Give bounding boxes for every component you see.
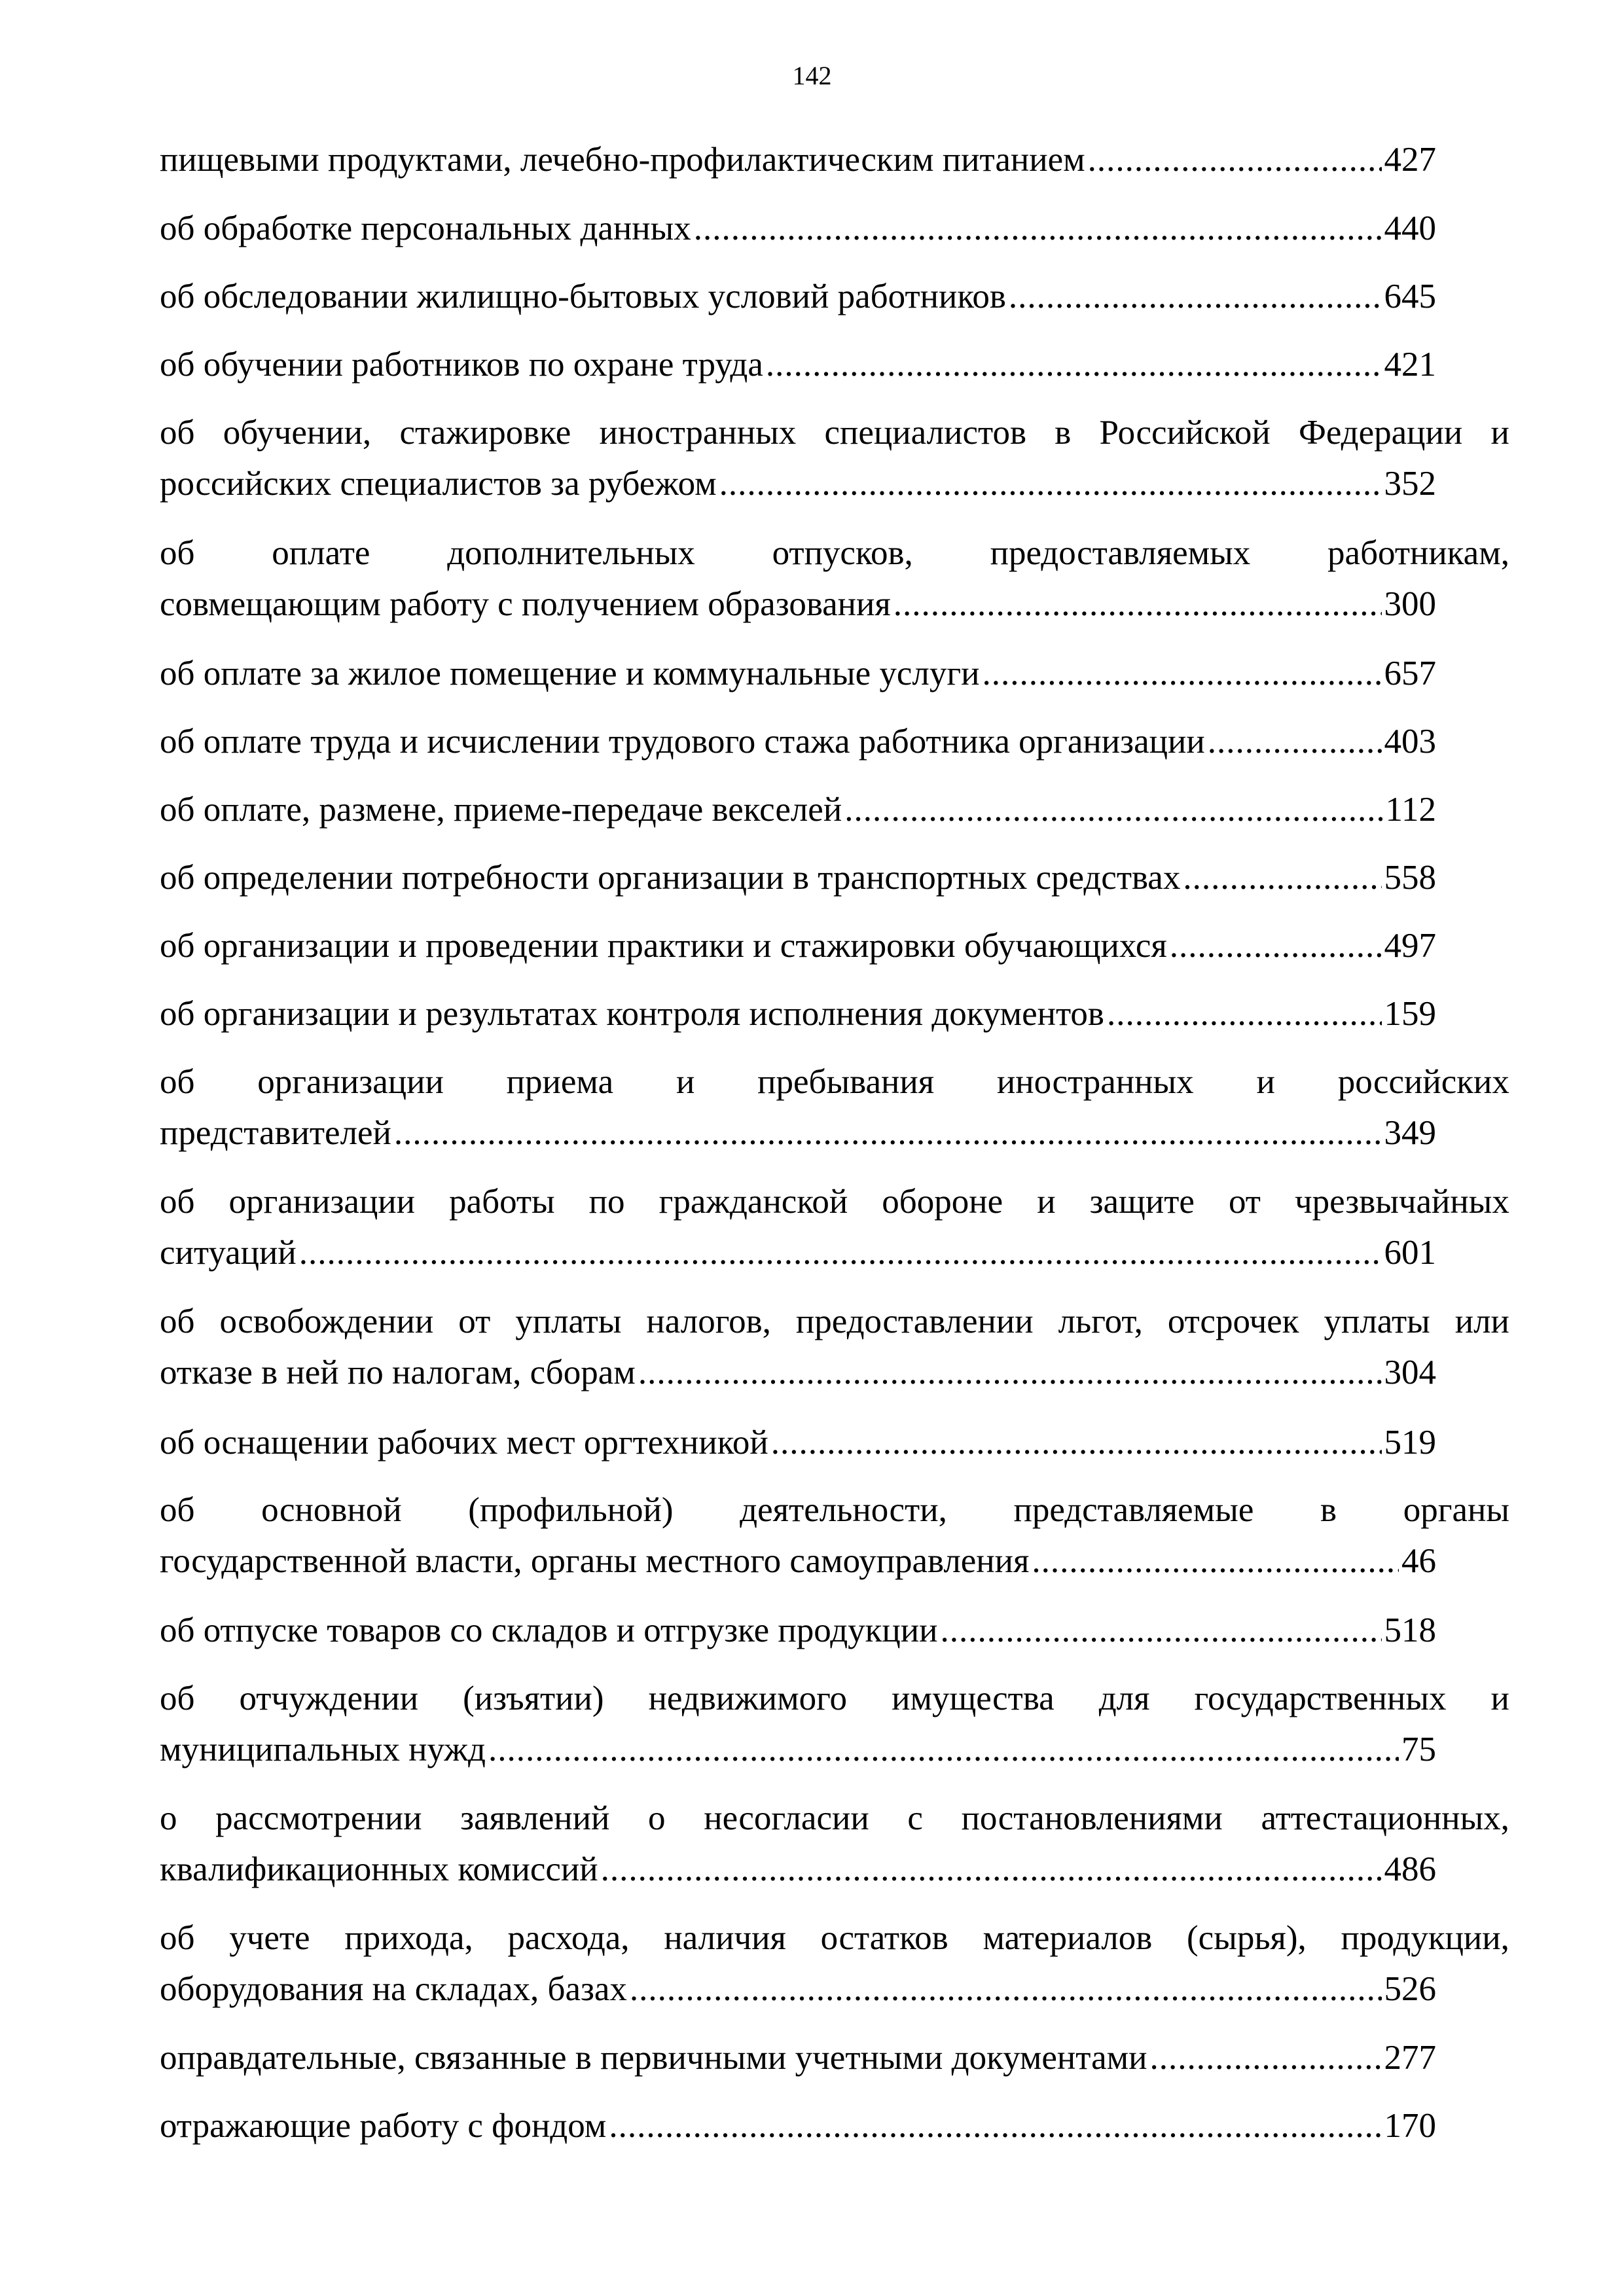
dot-leader (1032, 1535, 1399, 1587)
entry-first-line: об освобождении от уплаты налогов, предоставлении льгот, отсрочек уплаты или (160, 1302, 1509, 1340)
entry-text: муниципальных нужд (160, 1731, 486, 1768)
entry-page-ref: 657 (1384, 655, 1436, 692)
entry-first-line: об отчуждении (изъятии) недвижимого имущества для государственных и (160, 1679, 1509, 1717)
entry-text: отражающие работу с фондом (160, 2107, 607, 2145)
index-entry (160, 648, 1436, 699)
entry-text: пищевыми продуктами, лечебно-профилактическим питанием (160, 141, 1085, 179)
index-entry (160, 203, 1436, 254)
dot-leader (1170, 920, 1382, 971)
entry-page-ref: 558 (1384, 859, 1436, 897)
entry-page-ref: 403 (1384, 723, 1436, 761)
entry-page-ref: 277 (1384, 2039, 1436, 2077)
dot-leader (1107, 988, 1382, 1039)
entry-page-ref: 519 (1384, 1424, 1436, 1462)
entry-first-line: об организации работы по гражданской обороне и защите от чрезвычайных (160, 1183, 1509, 1221)
dot-leader (771, 1417, 1382, 1468)
entry-page-ref: 486 (1384, 1850, 1436, 1888)
entry-first-line: о рассмотрении заявлений о несогласии с постановлениями аттестационных, (160, 1799, 1509, 1837)
dot-leader (1009, 271, 1382, 322)
dot-leader (694, 203, 1382, 254)
index-entry (160, 339, 1436, 390)
entry-first-line: об оплате дополнительных отпусков, предоставляемых работникам, (160, 534, 1509, 572)
entry-text: об определении потребности организации в транспортных средствах (160, 859, 1181, 897)
dot-leader (601, 1844, 1382, 1895)
entry-text: об обследовании жилищно-бытовых условий работников (160, 278, 1006, 315)
entry-text: совмещающим работу с получением образования (160, 585, 891, 623)
dot-leader (982, 648, 1381, 699)
index-entry (160, 784, 1436, 835)
entry-text: представителей (160, 1114, 391, 1152)
entry-first-line: об основной (профильной) деятельности, представляемые в органы (160, 1491, 1509, 1529)
dot-leader (1208, 716, 1382, 767)
entry-text: об обработке персональных данных (160, 209, 691, 247)
entry-page-ref: 46 (1401, 1542, 1436, 1580)
entry-text: оборудования на складах, базах (160, 1970, 627, 2008)
dot-leader (893, 579, 1382, 630)
entry-page-ref: 601 (1384, 1234, 1436, 1272)
dot-leader (766, 339, 1382, 390)
entry-text: об оплате, размене, приеме-передаче векселей (160, 791, 842, 829)
dot-leader (609, 2100, 1381, 2151)
entry-page-ref: 304 (1384, 1354, 1436, 1391)
index-entry (160, 1912, 1509, 2015)
index-entry (160, 1296, 1509, 1398)
entry-page-ref: 159 (1384, 995, 1436, 1033)
entry-page-ref: 170 (1384, 2107, 1436, 2145)
dot-leader (844, 784, 1382, 835)
entry-text: квалификационных комиссий (160, 1850, 598, 1888)
dot-leader (1183, 852, 1381, 903)
index-entry (160, 1176, 1509, 1278)
index-entry (160, 2100, 1436, 2151)
entry-page-ref: 440 (1384, 209, 1436, 247)
entry-page-ref: 421 (1384, 346, 1436, 384)
dot-leader (719, 458, 1382, 509)
index-entry (160, 2032, 1436, 2083)
entry-text: об организации и результатах контроля исполнения документов (160, 995, 1104, 1033)
index-entry (160, 1605, 1436, 1656)
dot-leader (394, 1107, 1382, 1158)
page-number: 142 (792, 61, 832, 90)
entry-text: об организации и проведении практики и стажировки обучающихся (160, 927, 1167, 965)
entry-first-line: об организации приема и пребывания иностранных и российских (160, 1063, 1509, 1101)
entry-text: об оснащении рабочих мест оргтехникой (160, 1424, 768, 1462)
entry-text: об оплате за жилое помещение и коммунальные услуги (160, 655, 980, 692)
dot-leader (638, 1347, 1382, 1398)
index-entry (160, 1417, 1436, 1468)
dot-leader (941, 1605, 1382, 1656)
entry-text: об отпуске товаров со складов и отгрузке продукции (160, 1611, 938, 1649)
entry-page-ref: 112 (1385, 791, 1436, 829)
index-entry (160, 1484, 1509, 1587)
index-entry (160, 920, 1436, 971)
dot-leader (488, 1724, 1399, 1775)
index-entry (160, 407, 1509, 509)
index-entry (160, 134, 1436, 185)
index-entry (160, 271, 1436, 322)
entry-page-ref: 518 (1384, 1611, 1436, 1649)
entry-first-line: об учете прихода, расхода, наличия остатков материалов (сырья), продукции, (160, 1919, 1509, 1957)
entry-text: об обучении работников по охране труда (160, 346, 763, 384)
entry-text: государственной власти, органы местного самоуправления (160, 1542, 1030, 1580)
dot-leader (299, 1227, 1382, 1278)
entry-page-ref: 427 (1384, 141, 1436, 179)
dot-leader (630, 1964, 1382, 2015)
dot-leader (1088, 134, 1382, 185)
index-entry (160, 988, 1436, 1039)
index-entry (160, 528, 1509, 630)
entry-text: отказе в ней по налогам, сборам (160, 1354, 636, 1391)
entry-text: ситуаций (160, 1234, 297, 1272)
index-entry (160, 1056, 1509, 1158)
entry-first-line: об обучении, стажировке иностранных специалистов в Российской Федерации и (160, 414, 1509, 452)
index-entry (160, 852, 1436, 903)
entry-page-ref: 645 (1384, 278, 1436, 315)
index-entry (160, 1793, 1509, 1895)
entry-text: российских специалистов за рубежом (160, 465, 717, 503)
entry-page-ref: 349 (1384, 1114, 1436, 1152)
entry-text: об оплате труда и исчислении трудового стажа работника организации (160, 723, 1205, 761)
entry-page-ref: 300 (1384, 585, 1436, 623)
entry-page-ref: 75 (1401, 1731, 1436, 1768)
entry-page-ref: 497 (1384, 927, 1436, 965)
entry-page-ref: 526 (1384, 1970, 1436, 2008)
entry-page-ref: 352 (1384, 465, 1436, 503)
dot-leader (1150, 2032, 1382, 2083)
index-entry (160, 716, 1436, 767)
entry-text: оправдательные, связанные в первичными учетными документами (160, 2039, 1147, 2077)
index-entry (160, 1673, 1509, 1775)
